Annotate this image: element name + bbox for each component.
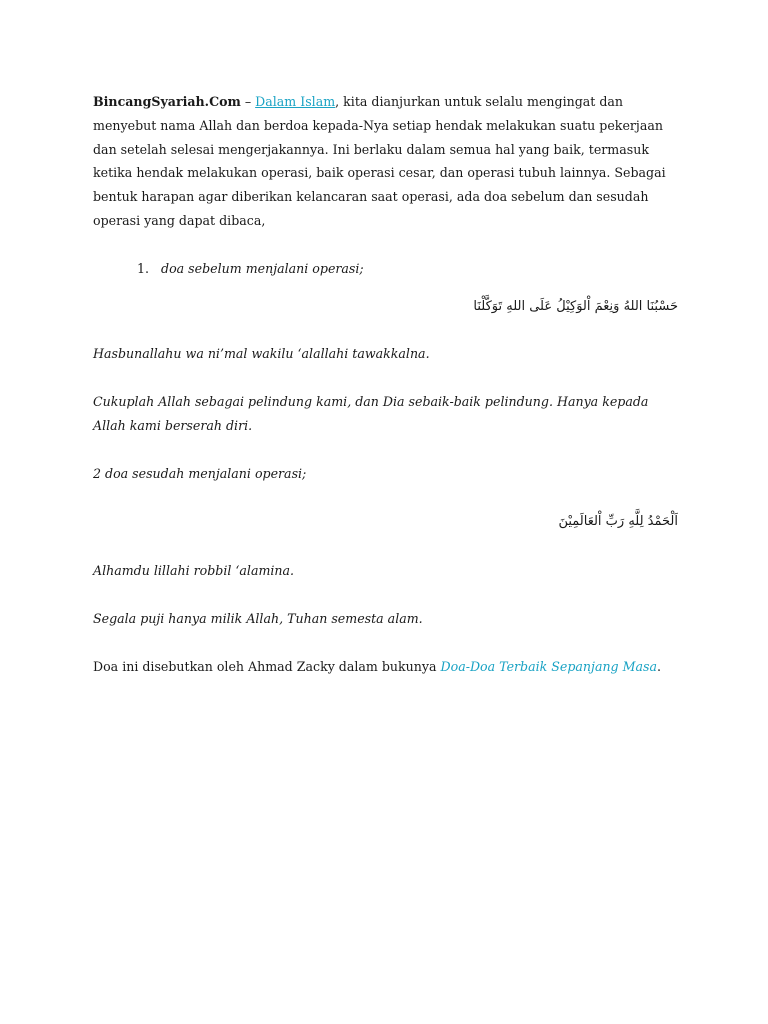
doa-before-title: doa sebelum menjalani operasi; [161, 260, 364, 276]
doa-before-translation: Cukuplah Allah sebagai pelindung kami, dan Dia sebaik-baik pelindung. Hanya kepada Allah kami berserah diri. [93, 394, 649, 433]
source-text: Doa ini disebutkan oleh Ahmad Zacky dalam bukunya [93, 658, 441, 674]
source-end: . [657, 658, 662, 674]
source-paragraph [93, 655, 678, 679]
document-page [93, 90, 678, 679]
book-title-link[interactable]: Doa-Doa Terbaik Sepanjang Masa [440, 658, 658, 674]
doa-after-translation: Segala puji hanya milik Allah, Tuhan semesta alam. [93, 611, 423, 627]
doa-before-transliteration: Hasbunallahu wa ni’mal wakilu ‘alallahi tawakkalna. [93, 346, 430, 362]
intro-text: , kita dianjurkan untuk selalu mengingat dan menyebut nama Allah dan berdoa kepada-Nya setiap hendak melakukan suatu pekerjaan dan setelah selesai mengerjakannya. Ini berlaku dalam semua hal yang baik, termasuk ketika hendak melakukan operasi, baik operasi cesar, dan operasi tubuh lainnya. Sebagai bentuk harapan agar diberikan kelancaran saat operasi, ada doa sebelum dan sesudah operasi yang dapat dibaca, [93, 94, 666, 228]
dalam-islam-link[interactable]: Dalam Islam [255, 94, 336, 109]
arabic-doa-after: اَلْحَمْدُ لِلَّهِ رَبِّ اْلعَالَمِيْنَ [558, 513, 678, 529]
doa-after-transliteration: Alhamdu lillahi robbil ‘alamina. [93, 563, 295, 579]
intro-dash: – [240, 94, 256, 109]
doa-after-title: 2 doa sesudah menjalani operasi; [93, 465, 307, 481]
arabic-doa-before: حَسْبُنَا اللهُ وَنِعْمَ اْلوَكِيْلُ عَلَى اللهِ تَوَكَّلْنَا [473, 298, 678, 314]
list-number: 1. [137, 260, 150, 276]
list-item-doa-before [137, 257, 678, 281]
intro-paragraph [93, 90, 678, 233]
site-brand: BincangSyariah.Com [93, 94, 241, 109]
